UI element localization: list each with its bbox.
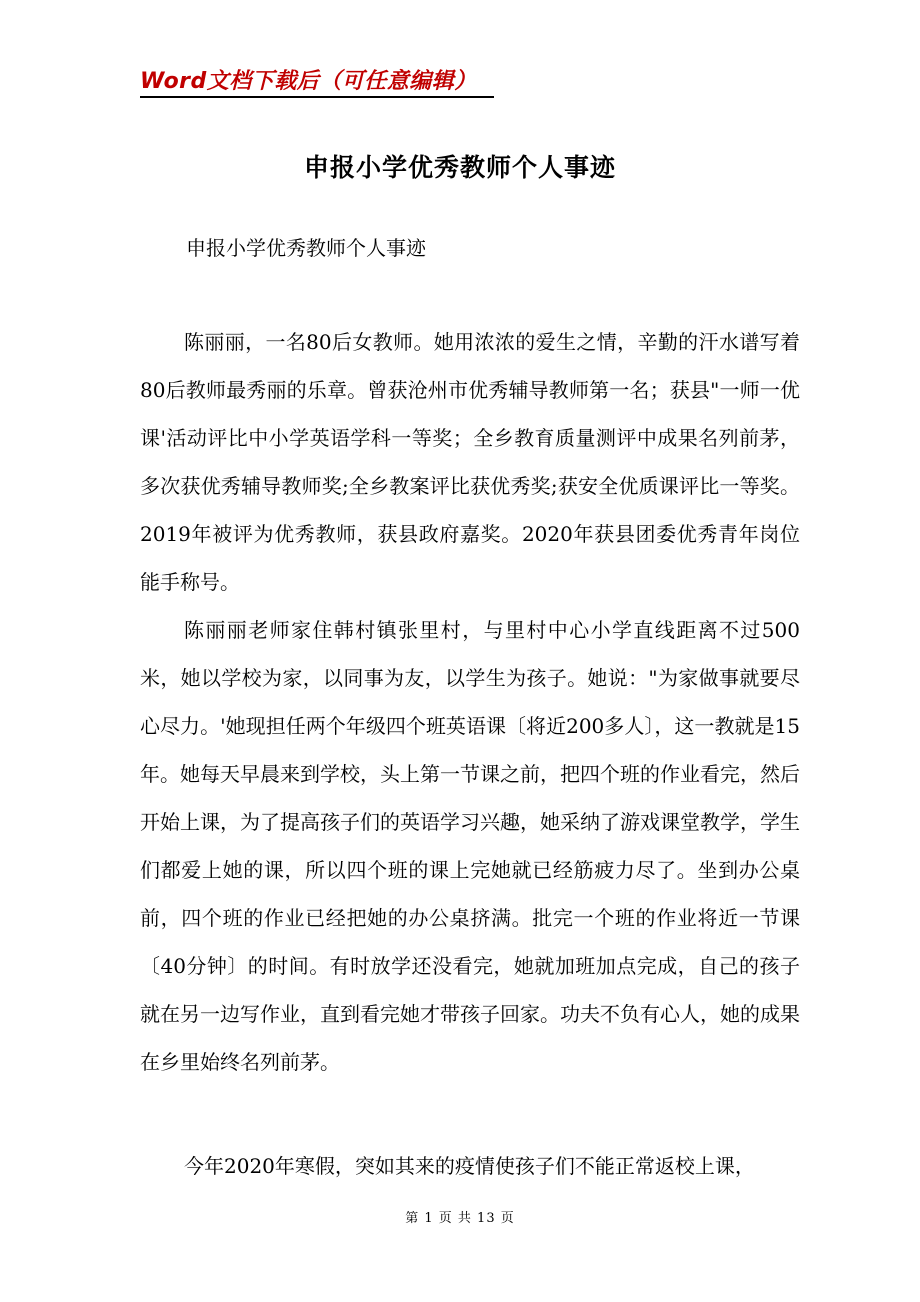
header-banner-text: Word文档下载后（可任意编辑） (140, 69, 477, 94)
header-banner (140, 62, 494, 98)
body-paragraph-3: 今年2020年寒假，突如其来的疫情使孩子们不能正常返校上课， (184, 1154, 755, 1178)
document-subtitle: 申报小学优秀教师个人事迹 (186, 236, 426, 260)
document-title: 申报小学优秀教师个人事迹 (303, 153, 616, 182)
page-number-footer: 第 1 页 共 13 页 (405, 1211, 515, 1226)
body-paragraph-1: 陈丽丽，一名80后女教师。她用浓浓的爱生之情，辛勤的汗水谱写着80后教师最秀丽的乐章。曾获沧州市优秀辅导教师第一名；获县"一师一优课'活动评比中小学英语学科一等奖；全乡教育质量测评中成果名列前茅，多次获优秀辅导教师奖;全乡教案评比获优秀奖;获安全优质课评比一等奖。2019年被评为优秀教师，获县政府嘉奖。2020年获县团委优秀青年岗位能手称号。 (140, 330, 800, 594)
body-paragraph-2: 陈丽丽老师家住韩村镇张里村，与里村中心小学直线距离不过500米，她以学校为家，以同事为友，以学生为孩子。她说："为家做事就要尽心尽力。'她现担任两个年级四个班英语课〔将近200多人〕，这一教就是15年。她每天早晨来到学校，头上第一节课之前，把四个班的作业看完，然后开始上课，为了提高孩子们的英语学习兴趣，她采纳了游戏课堂教学，学生们都爱上她的课，所以四个班的课上完她就已经筋疲力尽了。坐到办公桌前，四个班的作业已经把她的办公桌挤满。批完一个班的作业将近一节课〔40分钟〕的时间。有时放学还没看完，她就加班加点完成，自己的孩子就在另一边写作业，直到看完她才带孩子回家。功夫不负有心人，她的成果在乡里始终名列前茅。 (140, 618, 800, 1074)
